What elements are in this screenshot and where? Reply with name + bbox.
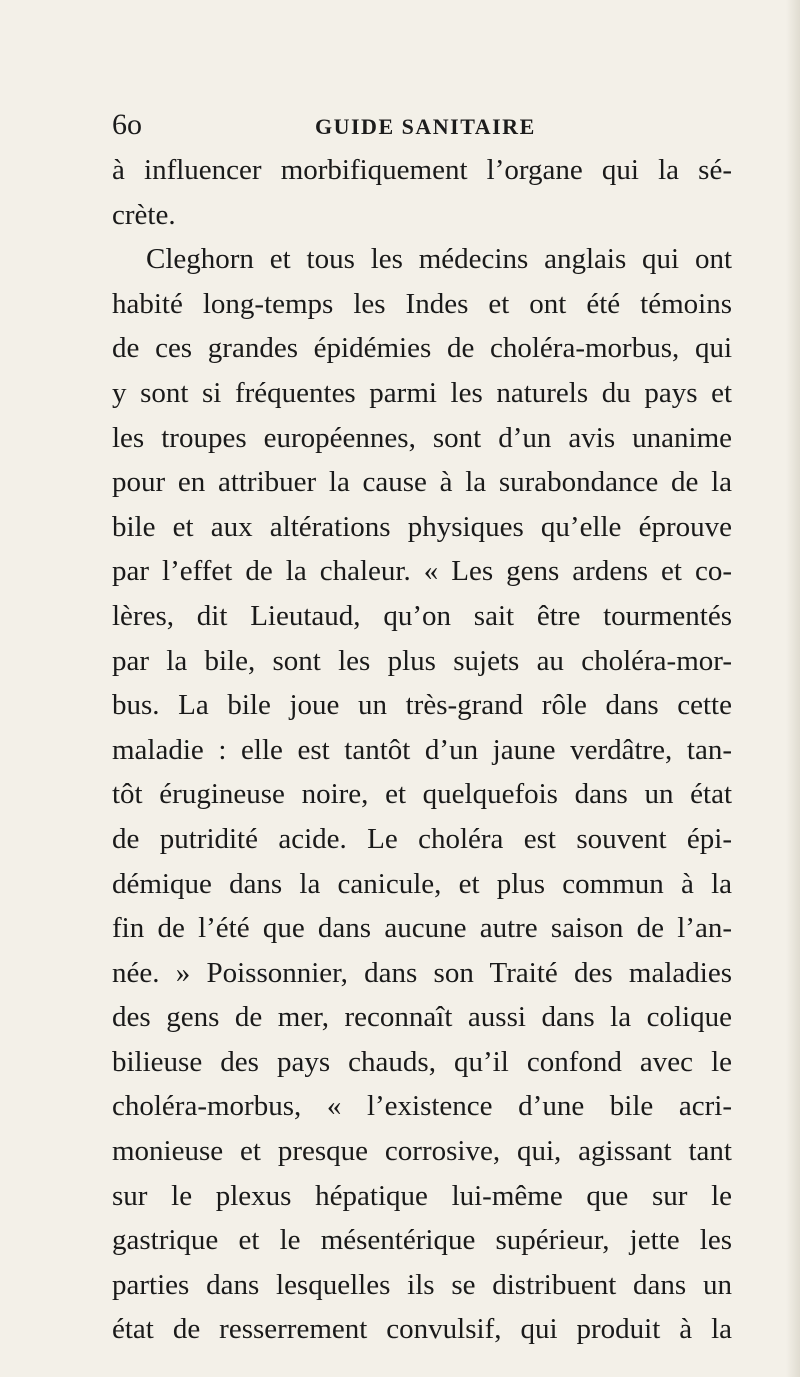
- page-edge-shadow: [786, 0, 800, 1377]
- text-line: les troupes européennes, sont d’un avis unanime: [112, 421, 732, 454]
- text-line: pour en attribuer la cause à la surabondance de la: [112, 466, 732, 499]
- text-line: monieuse et presque corrosive, qui, agissant tant: [112, 1135, 732, 1168]
- text-line: état de resserrement convulsif, qui produit à la: [112, 1313, 732, 1346]
- text-line: née. » Poissonnier, dans son Traité des maladies: [112, 956, 732, 989]
- page-number: 6o: [112, 108, 142, 141]
- text-line: crète.: [112, 198, 176, 231]
- text-line: lères, dit Lieutaud, qu’on sait être tourmentés: [112, 599, 732, 632]
- text-line: maladie : elle est tantôt d’un jaune verdâtre, tan-: [112, 733, 732, 766]
- text-line: y sont si fréquentes parmi les naturels du pays et: [112, 376, 732, 409]
- page-header: [112, 108, 732, 148]
- text-line: gastrique et le mésentérique supérieur, jette les: [112, 1224, 732, 1257]
- text-line: bile et aux altérations physiques qu’elle éprouve: [112, 510, 732, 543]
- text-line: parties dans lesquelles ils se distribuent dans un: [112, 1268, 732, 1301]
- text-line: des gens de mer, reconnaît aussi dans la colique: [112, 1001, 732, 1034]
- text-line: bilieuse des pays chauds, qu’il confond avec le: [112, 1045, 732, 1078]
- text-line: sur le plexus hépatique lui-même que sur le: [112, 1179, 732, 1212]
- text-line: bus. La bile joue un très-grand rôle dans cette: [112, 689, 732, 722]
- text-line: de ces grandes épidémies de choléra-morbus, qui: [112, 332, 732, 365]
- text-line: fin de l’été que dans aucune autre saison de l’an-: [112, 912, 732, 945]
- text-line: à influencer morbifiquement l’organe qui la sé-: [112, 154, 732, 186]
- text-line: de putridité acide. Le choléra est souvent épi-: [112, 822, 732, 855]
- text-line: tôt érugineuse noire, et quelquefois dans un état: [112, 778, 732, 811]
- text-line: habité long-temps les Indes et ont été témoins: [112, 287, 732, 320]
- text-line: par l’effet de la chaleur. « Les gens ardens et co-: [112, 555, 732, 588]
- body-text: [112, 148, 732, 1352]
- text-line: démique dans la canicule, et plus commun à la: [112, 867, 732, 900]
- paragraph-first-line: Cleghorn et tous les médecins anglais qui ont: [146, 243, 732, 276]
- text-line: par la bile, sont les plus sujets au choléra-mor-: [112, 644, 732, 677]
- text-line: choléra-morbus, « l’existence d’une bile acri-: [112, 1090, 732, 1123]
- running-title: GUIDE SANITAIRE: [315, 114, 536, 139]
